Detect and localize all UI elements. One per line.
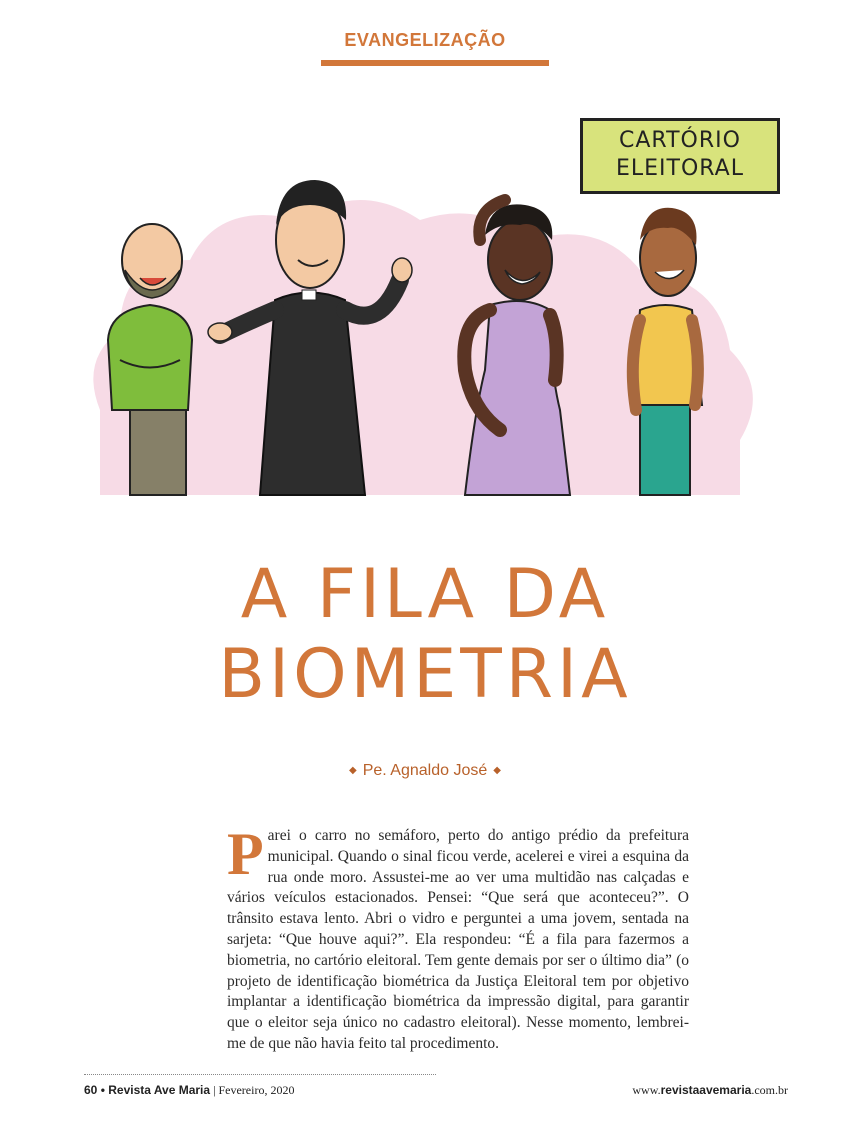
diamond-icon: ◆ [349,765,357,776]
diamond-icon: ◆ [493,765,501,776]
url-brand: revistaavemaria [660,1083,752,1097]
sign-line-2: ELEITORAL [615,156,744,181]
article-body [227,821,689,1055]
magazine-name: Revista Ave Maria [108,1083,211,1097]
website-link[interactable] [632,1083,788,1098]
footer-rule [84,1074,436,1075]
footer-separator: | [213,1083,216,1097]
url-suffix: .com.br [751,1083,788,1097]
issue-date: Fevereiro, 2020 [218,1083,295,1097]
author-byline [0,762,850,780]
page-number: 60 [84,1083,98,1097]
author-name: Pe. Agnaldo José [362,762,488,779]
section-rule [321,60,549,66]
sign-line-1: CARTÓRIO [619,128,741,153]
article-title [0,555,850,715]
drop-cap: P [227,821,264,887]
url-prefix: www. [632,1083,661,1097]
title-line-2: BIOMETRIA [218,635,632,714]
cartorio-eleitoral-sign [580,118,780,194]
section-tag: EVANGELIZAÇÃO [344,30,506,50]
footer-left: 60 • Revista Ave Maria | Fevereiro, 2020 [84,1083,295,1097]
article-paragraph: arei o carro no semáforo, perto do antigo prédio da prefeitura municipal. Quando o sinal ficou verde, acelerei e virei a esquina da rua onde moro. Assustei-me ao ver uma multidão nas calçadas e vários veículos estacionados. Pensei: “Que será que aconteceu?”. O trânsito estava lento. Abri o vidro e perguntei a uma jovem, sentada na sarjeta: “Que houve aqui?”. Ela respondeu: “É a fila para fazermos a biometria, no cartório eleitoral. Tem gente demais por ser o último dia” (o projeto de identificação biométrica da Justiça Eleitoral tem por objetivo implantar a identificação biométrica da impressão digital, para garantir que o eleitor seja único no cadastro eleitoral). Nesse momento, lembrei-me de que não havia feito tal procedimento. [227,827,689,1052]
title-line-1: A FILA DA [240,555,610,634]
